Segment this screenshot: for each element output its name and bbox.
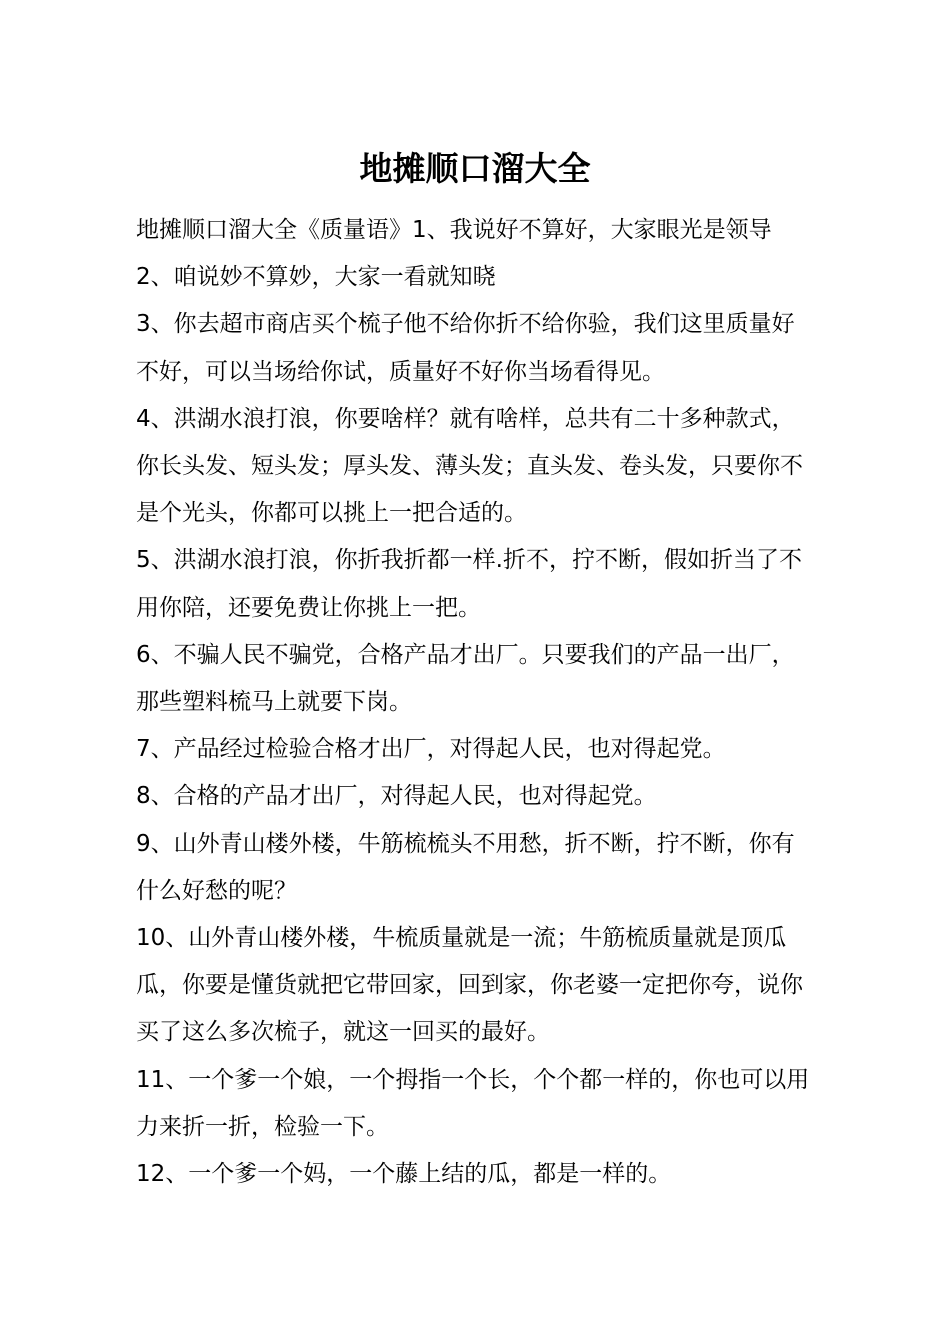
paragraph-12: 12、一个爹一个妈，一个藤上结的瓜，都是一样的。 (136, 1161, 672, 1188)
paragraph-11: 11、一个爹一个娘，一个拇指一个长，个个都一样的，你也可以用力来折一折，检验一下。 (136, 1066, 810, 1140)
paragraph-3: 3、你去超市商店买个梳子他不给你折不给你验，我们这里质量好不好，可以当场给你试，质量好不好你当场看得见。 (136, 311, 795, 385)
paragraph-6: 6、不骗人民不骗党，合格产品才出厂。只要我们的产品一出厂，那些塑料梳马上就要下岗。 (136, 641, 795, 716)
paragraph-10: 10、山外青山楼外楼，牛梳质量就是一流；牛筋梳质量就是顶瓜瓜，你要是懂货就把它带回家，回到家，你老婆一定把你夸，说你买了这么多次梳子，就这一回买的最好。 (136, 925, 803, 1046)
paragraph-7: 7、产品经过检验合格才出厂，对得起人民，也对得起党。 (136, 736, 726, 763)
paragraph-1: 地摊顺口溜大全《质量语》1、我说好不算好，大家眼光是领导 (136, 217, 772, 243)
paragraph-9: 9、山外青山楼外楼，牛筋梳梳头不用愁，折不断，拧不断，你有什么好愁的呢？ (136, 830, 795, 904)
page-title: 地摊顺口溜大全 (359, 149, 591, 188)
paragraph-8: 8、合格的产品才出厂，对得起人民，也对得起党。 (136, 783, 657, 810)
paragraph-4: 4、洪湖水浪打浪，你要啥样？就有啥样，总共有二十多种款式，你长头发、短头发；厚头发、薄头发；直头发、卷头发，只要你不是个光头，你都可以挑上一把合适的。 (136, 405, 803, 527)
paragraph-2: 2、咱说妙不算妙，大家一看就知晓 (136, 264, 496, 291)
document-body (136, 207, 816, 1198)
paragraph-5: 5、洪湖水浪打浪，你折我折都一样.折不，拧不断，假如折当了不用你陪，还要免费让你挑上一把。 (136, 547, 802, 621)
